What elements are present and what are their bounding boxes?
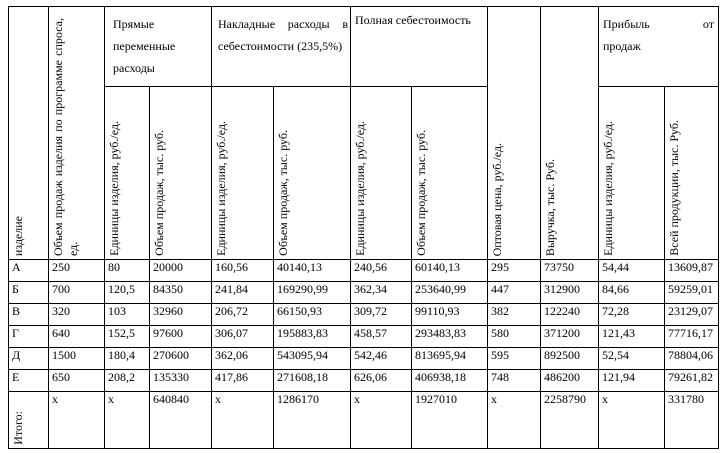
table-cell: 447 bbox=[488, 282, 541, 304]
table-cell: 40140,13 bbox=[274, 260, 351, 282]
table-cell: 700 bbox=[49, 282, 105, 304]
table-cell: 97600 bbox=[150, 326, 212, 348]
table-cell: 66150,93 bbox=[274, 304, 351, 326]
table-cell: 542,46 bbox=[351, 348, 412, 370]
table-cell: 169290,99 bbox=[274, 282, 351, 304]
table-cell: 240,56 bbox=[351, 260, 412, 282]
header-wholesale-price: Оптовая цена, руб./ед. bbox=[488, 7, 541, 260]
header-overhead: Накладные расходы в себестоимости (235,5%) bbox=[212, 7, 351, 87]
table-cell: 382 bbox=[488, 304, 541, 326]
table-cell: 748 bbox=[488, 370, 541, 392]
table-cell: 54,44 bbox=[599, 260, 665, 282]
table-cell: 580 bbox=[488, 326, 541, 348]
table-cell: 195883,83 bbox=[274, 326, 351, 348]
table-cell: 135330 bbox=[150, 370, 212, 392]
table-cell: 152,5 bbox=[105, 326, 150, 348]
header-direct-variable: Прямые переменные расходы bbox=[105, 7, 212, 87]
table-cell: 72,28 bbox=[599, 304, 665, 326]
table-row bbox=[9, 326, 719, 348]
table-cell: 309,72 bbox=[351, 304, 412, 326]
table-cell: 122240 bbox=[541, 304, 599, 326]
header-row-top bbox=[9, 7, 719, 87]
table-cell: 270600 bbox=[150, 348, 212, 370]
table-cell: 362,06 bbox=[212, 348, 274, 370]
table-row bbox=[9, 370, 719, 392]
table-cell: 458,57 bbox=[351, 326, 412, 348]
table-cell: 892500 bbox=[541, 348, 599, 370]
total-cell: x bbox=[599, 392, 665, 449]
header-overhead-per-unit: Единицы изделия, руб./ед. bbox=[212, 87, 274, 260]
total-cell: 1286170 bbox=[274, 392, 351, 449]
table-cell: 79261,82 bbox=[665, 370, 719, 392]
table-cell: 77716,17 bbox=[665, 326, 719, 348]
header-profit: Прибыль от продаж bbox=[599, 7, 719, 87]
table-cell: 120,5 bbox=[105, 282, 150, 304]
total-cell: x bbox=[49, 392, 105, 449]
total-cell: x bbox=[488, 392, 541, 449]
product-name-cell: Д bbox=[9, 348, 49, 370]
cost-table-container bbox=[8, 6, 719, 449]
table-cell: 1500 bbox=[49, 348, 105, 370]
total-row bbox=[9, 392, 719, 449]
header-revenue: Выручка, тыс. Руб. bbox=[541, 7, 599, 260]
table-body bbox=[9, 260, 719, 392]
table-cell: 626,06 bbox=[351, 370, 412, 392]
table-cell: 99110,93 bbox=[412, 304, 488, 326]
table-cell: 406938,18 bbox=[412, 370, 488, 392]
header-full-cost: Полная себестоимость bbox=[351, 7, 488, 87]
table-cell: 59259,01 bbox=[665, 282, 719, 304]
table-row bbox=[9, 260, 719, 282]
table-cell: 84,66 bbox=[599, 282, 665, 304]
table-cell: 208,2 bbox=[105, 370, 150, 392]
total-label: Итого: bbox=[9, 392, 49, 449]
cost-table bbox=[8, 6, 719, 449]
table-cell: 23129,07 bbox=[665, 304, 719, 326]
total-cell: 2258790 bbox=[541, 392, 599, 449]
table-cell: 180,4 bbox=[105, 348, 150, 370]
table-cell: 271608,18 bbox=[274, 370, 351, 392]
total-cell: 331780 bbox=[665, 392, 719, 449]
product-name-cell: В bbox=[9, 304, 49, 326]
total-cell: 1927010 bbox=[412, 392, 488, 449]
table-cell: 20000 bbox=[150, 260, 212, 282]
table-cell: 253640,99 bbox=[412, 282, 488, 304]
header-product: изделие bbox=[9, 7, 49, 260]
total-cell: x bbox=[212, 392, 274, 449]
table-cell: 80 bbox=[105, 260, 150, 282]
table-cell: 84350 bbox=[150, 282, 212, 304]
table-cell: 417,86 bbox=[212, 370, 274, 392]
product-name-cell: Г bbox=[9, 326, 49, 348]
table-cell: 60140,13 bbox=[412, 260, 488, 282]
table-row bbox=[9, 304, 719, 326]
table-cell: 650 bbox=[49, 370, 105, 392]
header-direct-sales: Объем продаж, тыс. руб. bbox=[150, 87, 212, 260]
table-cell: 306,07 bbox=[212, 326, 274, 348]
total-cell: x bbox=[351, 392, 412, 449]
header-fullcost-sales: Объем продаж, тыс. руб. bbox=[412, 87, 488, 260]
table-cell: 121,43 bbox=[599, 326, 665, 348]
table-cell: 13609,87 bbox=[665, 260, 719, 282]
header-profit-per-unit: Единицы изделия, руб./ед. bbox=[599, 87, 665, 260]
table-cell: 103 bbox=[105, 304, 150, 326]
product-name-cell: А bbox=[9, 260, 49, 282]
table-cell: 595 bbox=[488, 348, 541, 370]
header-volume: Объем продаж изделия по программе спроса, ед. bbox=[49, 7, 105, 260]
total-cell: 640840 bbox=[150, 392, 212, 449]
table-cell: 121,94 bbox=[599, 370, 665, 392]
table-cell: 371200 bbox=[541, 326, 599, 348]
product-name-cell: Б bbox=[9, 282, 49, 304]
header-row-bottom bbox=[9, 87, 719, 260]
header-overhead-sales: Объем продаж, тыс. руб. bbox=[274, 87, 351, 260]
table-cell: 320 bbox=[49, 304, 105, 326]
header-profit-all: Всей продукции, тыс. Руб. bbox=[665, 87, 719, 260]
header-direct-per-unit: Единицы изделия, руб./ед. bbox=[105, 87, 150, 260]
table-cell: 241,84 bbox=[212, 282, 274, 304]
table-cell: 813695,94 bbox=[412, 348, 488, 370]
table-cell: 73750 bbox=[541, 260, 599, 282]
table-cell: 32960 bbox=[150, 304, 212, 326]
total-cell: x bbox=[105, 392, 150, 449]
table-cell: 160,56 bbox=[212, 260, 274, 282]
table-cell: 78804,06 bbox=[665, 348, 719, 370]
header-fullcost-per-unit: Единицы изделия, руб./ед. bbox=[351, 87, 412, 260]
table-row bbox=[9, 348, 719, 370]
table-cell: 543095,94 bbox=[274, 348, 351, 370]
table-cell: 250 bbox=[49, 260, 105, 282]
table-cell: 640 bbox=[49, 326, 105, 348]
table-cell: 293483,83 bbox=[412, 326, 488, 348]
table-cell: 295 bbox=[488, 260, 541, 282]
product-name-cell: Е bbox=[9, 370, 49, 392]
table-cell: 486200 bbox=[541, 370, 599, 392]
table-row bbox=[9, 282, 719, 304]
table-cell: 312900 bbox=[541, 282, 599, 304]
table-cell: 52,54 bbox=[599, 348, 665, 370]
table-cell: 206,72 bbox=[212, 304, 274, 326]
table-cell: 362,34 bbox=[351, 282, 412, 304]
